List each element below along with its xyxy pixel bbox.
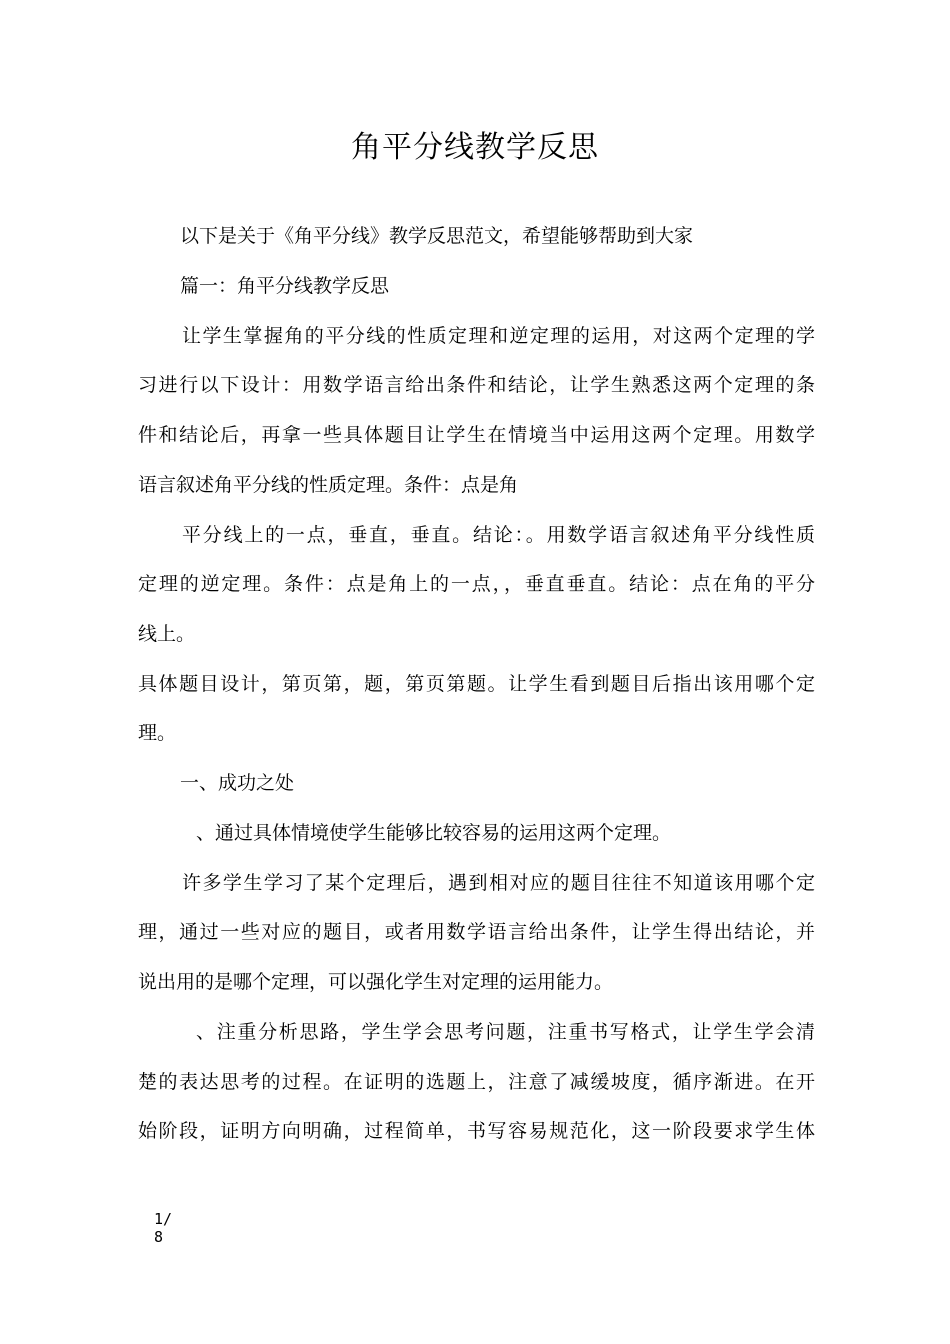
paragraph-line: 理。 bbox=[138, 722, 177, 744]
paragraph-line: 具体题目设计，第页第，题，第页第题。让学生看到题目后指出该用哪个定 bbox=[138, 673, 815, 695]
paragraph-line: 始阶段，证明方向明确，过程简单，书写容易规范化，这一阶段要求学生体 bbox=[138, 1120, 815, 1142]
list-item-point-one: 、通过具体情境使学生能够比较容易的运用这两个定理。 bbox=[196, 822, 672, 844]
document-title: 角平分线教学反思 bbox=[351, 130, 599, 165]
paragraph-line: 平分线上的一点，垂直，垂直。结论：。用数学语言叙述角平分线性质 bbox=[182, 524, 815, 546]
paragraph-line: 线上。 bbox=[138, 623, 196, 645]
page-number-bottom: 8 bbox=[154, 1228, 164, 1246]
paragraph-line: 定理的逆定理。条件：点是角上的一点，，垂直垂直。结论：点在角的平分 bbox=[138, 573, 815, 595]
section-heading-success: 一、成功之处 bbox=[180, 772, 295, 794]
paragraph-line: 许多学生学习了某个定理后，遇到相对应的题目往往不知道该用哪个定 bbox=[182, 872, 815, 894]
paragraph-line: 习进行以下设计：用数学语言给出条件和结论，让学生熟悉这两个定理的条 bbox=[138, 374, 815, 396]
section-heading-part-one: 篇一：角平分线教学反思 bbox=[180, 275, 390, 297]
paragraph-line: 楚的表达思考的过程。在证明的选题上，注意了减缓坡度，循序渐进。在开 bbox=[138, 1071, 815, 1093]
list-item-point-two: 、注重分析思路，学生学会思考问题，注重书写格式，让学生学会清 bbox=[196, 1021, 815, 1043]
page-number-top: 1/ bbox=[154, 1210, 173, 1228]
paragraph-line: 件和结论后，再拿一些具体题目让学生在情境当中运用这两个定理。用数学 bbox=[138, 424, 815, 446]
paragraph-line: 语言叙述角平分线的性质定理。条件：点是角 bbox=[138, 474, 519, 496]
paragraph-line: 让学生掌握角的平分线的性质定理和逆定理的运用，对这两个定理的学 bbox=[182, 325, 815, 347]
paragraph-line-intro: 以下是关于《角平分线》教学反思范文，希望能够帮助到大家 bbox=[180, 225, 694, 247]
paragraph-line: 理，通过一些对应的题目，或者用数学语言给出条件，让学生得出结论，并 bbox=[138, 921, 815, 943]
paragraph-line: 说出用的是哪个定理，可以强化学生对定理的运用能力。 bbox=[138, 971, 614, 993]
